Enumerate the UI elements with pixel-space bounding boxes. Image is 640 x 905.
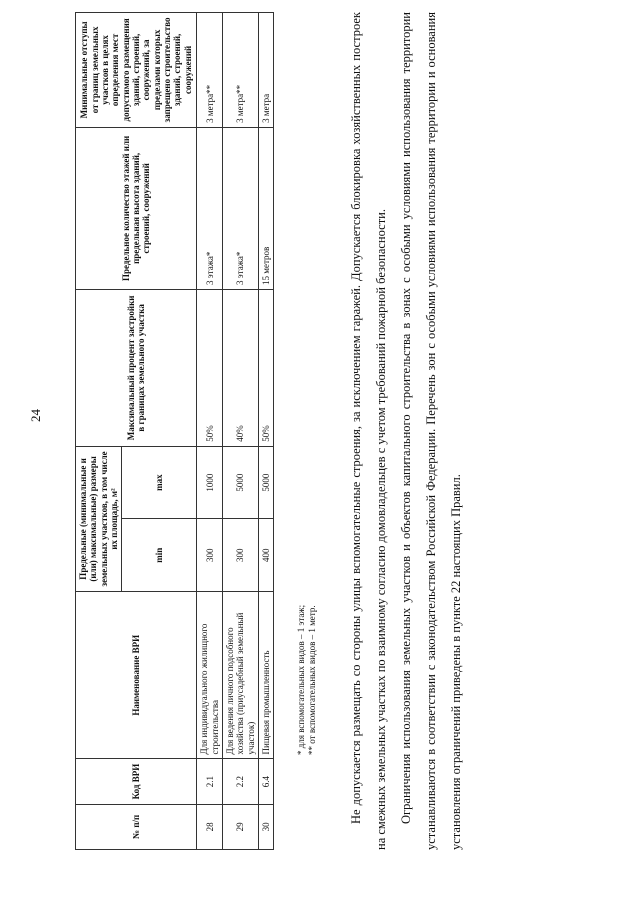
body-text	[344, 12, 469, 850]
footnotes	[296, 335, 318, 755]
cell-min: 300	[197, 519, 223, 592]
table-row	[197, 13, 223, 850]
cell-setback: 3 метра**	[223, 13, 259, 128]
cell-min: 300	[223, 519, 259, 592]
header-setback: Минимальные отступы от границ земельных участков в целях определения мест допустимого размещения зданий, строений, сооружений, за пределами которых запрещено строительство зданий, строений, сооружений	[76, 13, 197, 128]
cell-floors: 15 метров	[259, 127, 274, 289]
header-name: Наименование ВРИ	[76, 592, 197, 759]
cell-num: 30	[259, 804, 274, 849]
header-code: Код ВРИ	[76, 759, 197, 804]
cell-code: 6.4	[259, 759, 274, 804]
cell-name: Для индивидуального жилищного строительства	[197, 592, 223, 759]
header-pct: Максимальный процент застройки в границах земельного участка	[76, 289, 197, 446]
footnote-setback: ** от вспомогательных видов – 1 метр.	[306, 605, 317, 755]
zoning-parameters-table	[75, 12, 274, 850]
cell-pct: 40%	[223, 289, 259, 446]
header-num: № п/п	[76, 804, 197, 849]
header-sizes: Предельные (минимальные и (или) максимальные) размеры земельных участков, в том числе их площадь, м²	[76, 446, 122, 591]
cell-name: Пищевая промышленность	[259, 592, 274, 759]
cell-max: 1000	[197, 446, 223, 519]
cell-name: Для ведения личного подсобного хозяйства (приусадебный земельный участок)	[223, 592, 259, 759]
cell-floors: 3 этажа*	[197, 127, 223, 289]
cell-code: 2.2	[223, 759, 259, 804]
cell-pct: 50%	[259, 289, 274, 446]
cell-pct: 50%	[197, 289, 223, 446]
table-row	[223, 13, 259, 850]
header-floors: Предельное количество этажей или предельная высота зданий, строений, сооружений	[76, 127, 197, 289]
cell-setback: 3 метра**	[197, 13, 223, 128]
header-min: min	[122, 519, 197, 592]
cell-max: 5000	[259, 446, 274, 519]
cell-num: 29	[223, 804, 259, 849]
cell-min: 400	[259, 519, 274, 592]
paragraph-restrictions: Ограничения использования земельных участков и объектов капитального строительства в зонах с особыми условиями использования территории устанавливаются в соответствии с законодательством Российской Федерации. Перечень зон с особыми условиями использования территории и основания установления ограничений приведены в пункте 22 настоящих Правил.	[399, 12, 463, 850]
footnote-floors: * для вспомогательных видов – 1 этаж;	[296, 604, 306, 755]
table-row	[259, 13, 274, 850]
cell-floors: 3 этажа*	[223, 127, 259, 289]
cell-code: 2.1	[197, 759, 223, 804]
cell-num: 28	[197, 804, 223, 849]
header-max: max	[122, 446, 197, 519]
cell-max: 5000	[223, 446, 259, 519]
cell-setback: 3 метра	[259, 13, 274, 128]
page-number: 24	[28, 409, 43, 422]
paragraph-outbuildings: Не допускается размещать со стороны улицы вспомогательные строения, за исключением гаражей. Допускается блокировка хозяйственных построек на смежных земельных участках по взаимному согласию домовладельцев с учетом требований пожарной безопасности.	[349, 12, 388, 850]
